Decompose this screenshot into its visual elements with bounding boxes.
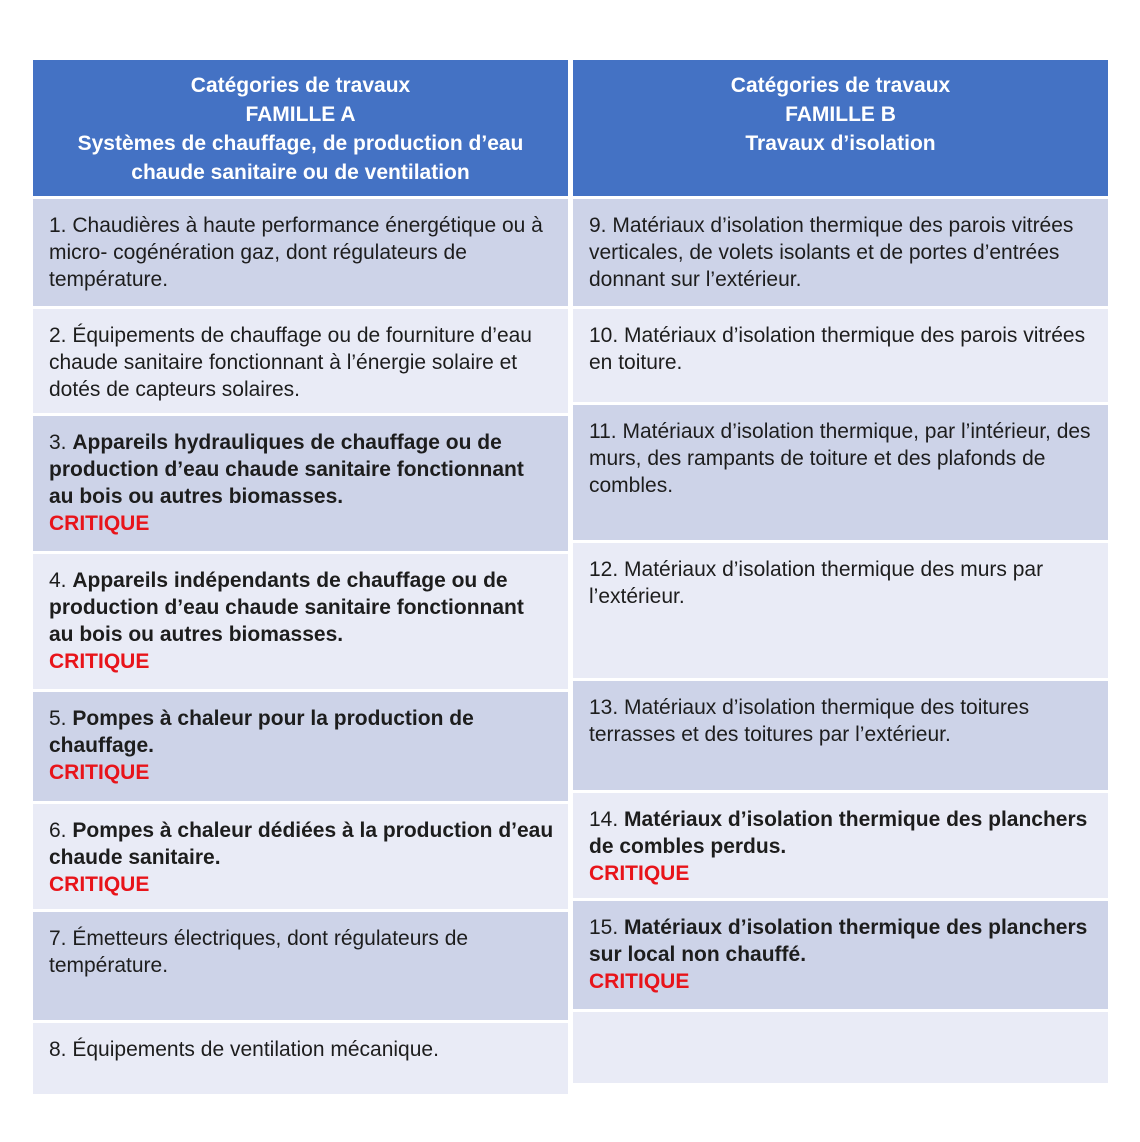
column-family-b [573,60,1108,1094]
item-number: 12. [589,558,619,581]
item-text: Pompes à chaleur pour la production de chauffage. [49,707,474,757]
item-entry [589,914,1094,968]
critique-badge: CRITIQUE [49,650,150,673]
cell-family-a-item-6 [33,804,568,909]
item-text: Appareils hydrauliques de chauffage ou de production d’eau chaude sanitaire fonctionnant au bois ou autres biomasses. [49,431,524,508]
item-entry [49,322,554,403]
item-number: 15. [589,916,619,939]
item-entry [49,429,554,510]
cell-family-b-item-5 [573,681,1108,790]
header-line: Travaux d’isolation [745,132,936,155]
cell-family-a-item-8 [33,1023,568,1094]
header-line: Catégories de travaux [190,74,411,97]
family-a-header [33,60,568,196]
cell-family-b-item-2 [573,309,1108,402]
critique-badge: CRITIQUE [49,761,150,784]
work-categories-table [33,60,1108,1094]
item-number: 14. [589,808,619,831]
item-number: 11. [589,420,617,443]
cell-family-a-item-3 [33,416,568,551]
item-text: Matériaux d’isolation thermique, par l’intérieur, des murs, des rampants de toiture et des plafonds de combles. [589,420,1091,497]
item-number: 9. [589,214,607,237]
item-text: Matériaux d’isolation thermique des planchers sur local non chauffé. [589,916,1088,966]
item-number: 8. [49,1038,67,1061]
item-number: 13. [589,696,619,719]
item-number: 5. [49,707,67,730]
item-number: 3. [49,431,67,454]
item-entry [589,694,1094,748]
item-entry [589,322,1094,376]
item-text: Pompes à chaleur dédiées à la production d’eau chaude sanitaire. [49,819,554,869]
item-number: 10. [589,324,619,347]
item-text: Matériaux d’isolation thermique des murs par l’extérieur. [589,558,1044,608]
item-entry [49,925,554,979]
item-entry [49,817,554,871]
cell-family-a-item-2 [33,309,568,413]
cell-family-b-item-7 [573,901,1108,1009]
item-number: 2. [49,324,67,347]
column-family-a [33,60,568,1094]
header-line: FAMILLE A [245,103,356,126]
item-number: 6. [49,819,67,842]
item-text: Matériaux d’isolation thermique des parois vitrées verticales, de volets isolants et de portes d’entrées donnant sur l’extérieur. [589,214,1074,291]
cell-family-a-item-4 [33,554,568,689]
cell-family-b-item-6 [573,793,1108,898]
item-number: 1. [49,214,67,237]
header-line: Catégories de travaux [730,74,951,97]
item-text: Équipements de chauffage ou de fourniture d’eau chaude sanitaire fonctionnant à l’énergie solaire et dotés de capteurs solaires. [49,324,532,401]
critique-badge: CRITIQUE [49,512,150,535]
item-number: 4. [49,569,67,592]
item-entry [49,567,554,648]
critique-badge: CRITIQUE [49,873,150,896]
item-entry [49,212,554,293]
item-number: 7. [49,927,67,950]
cell-family-a-item-1 [33,199,568,306]
item-entry [49,705,554,759]
cell-family-b-item-1 [573,199,1108,306]
cell-family-a-item-7 [33,912,568,1020]
item-entry [589,806,1094,860]
cell-family-a-item-5 [33,692,568,801]
item-entry [589,418,1094,499]
item-text: Émetteurs électriques, dont régulateurs de température. [49,927,469,977]
critique-badge: CRITIQUE [589,970,690,993]
item-text: Matériaux d’isolation thermique des toitures terrasses et des toitures par l’extérieur. [589,696,1030,746]
critique-badge: CRITIQUE [589,862,690,885]
item-entry [49,1036,554,1063]
item-text: Équipements de ventilation mécanique. [72,1038,439,1061]
item-entry [589,212,1094,293]
family-b-header [573,60,1108,196]
cell-family-b-item-4 [573,543,1108,678]
cell-family-b-item-3 [573,405,1108,540]
item-text: Chaudières à haute performance énergétique ou à micro- cogénération gaz, dont régulateurs de température. [49,214,543,291]
header-line: Systèmes de chauffage, de production d’eau chaude sanitaire ou de ventilation [77,132,524,184]
header-line: FAMILLE B [785,103,896,126]
item-text: Matériaux d’isolation thermique des parois vitrées en toiture. [589,324,1086,374]
item-text: Matériaux d’isolation thermique des planchers de combles perdus. [589,808,1088,858]
cell-family-b-item-8 [573,1012,1108,1083]
item-entry [589,556,1094,610]
item-text: Appareils indépendants de chauffage ou de production d’eau chaude sanitaire fonctionnant au bois ou autres biomasses. [49,569,524,646]
